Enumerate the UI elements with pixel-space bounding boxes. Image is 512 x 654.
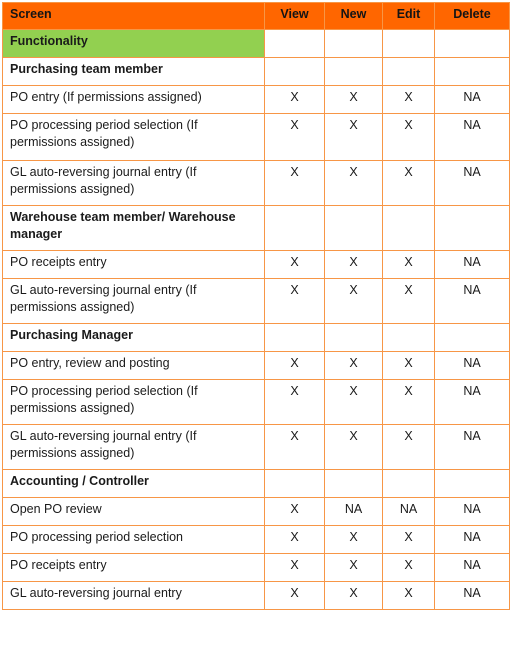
section-label: Warehouse team member/ Warehouse manager — [3, 206, 265, 251]
delete-cell: NA — [435, 352, 510, 380]
empty-cell — [383, 58, 435, 86]
section-row — [3, 206, 510, 251]
delete-cell: NA — [435, 86, 510, 114]
new-cell: X — [325, 554, 383, 582]
view-cell: X — [265, 279, 325, 324]
table-row — [3, 251, 510, 279]
empty-cell — [435, 58, 510, 86]
delete-cell: NA — [435, 498, 510, 526]
delete-cell: NA — [435, 279, 510, 324]
screen-cell: PO receipts entry — [3, 554, 265, 582]
edit-cell: X — [383, 526, 435, 554]
screen-cell: PO receipts entry — [3, 251, 265, 279]
delete-cell: NA — [435, 251, 510, 279]
empty-cell — [265, 206, 325, 251]
new-cell: X — [325, 526, 383, 554]
column-header-new: New — [325, 3, 383, 30]
section-row — [3, 324, 510, 352]
delete-cell: NA — [435, 582, 510, 610]
table-row — [3, 498, 510, 526]
edit-cell: X — [383, 86, 435, 114]
screen-cell: GL auto-reversing journal entry — [3, 582, 265, 610]
empty-cell — [435, 206, 510, 251]
delete-cell: NA — [435, 380, 510, 425]
header-row — [3, 3, 510, 30]
column-header-delete: Delete — [435, 3, 510, 30]
empty-cell — [383, 30, 435, 58]
new-cell: X — [325, 86, 383, 114]
empty-cell — [325, 206, 383, 251]
screen-cell: GL auto-reversing journal entry (If permissions assigned) — [3, 279, 265, 324]
table-row — [3, 114, 510, 161]
delete-cell: NA — [435, 526, 510, 554]
screen-cell: PO processing period selection (If permissions assigned) — [3, 114, 265, 161]
view-cell: X — [265, 114, 325, 161]
new-cell: X — [325, 352, 383, 380]
new-cell: NA — [325, 498, 383, 526]
table-row — [3, 554, 510, 582]
empty-cell — [383, 206, 435, 251]
empty-cell — [325, 470, 383, 498]
edit-cell: X — [383, 251, 435, 279]
section-row — [3, 470, 510, 498]
section-label: Purchasing Manager — [3, 324, 265, 352]
delete-cell: NA — [435, 554, 510, 582]
section-row — [3, 58, 510, 86]
empty-cell — [265, 470, 325, 498]
edit-cell: X — [383, 114, 435, 161]
empty-cell — [265, 324, 325, 352]
table-row — [3, 161, 510, 206]
new-cell: X — [325, 425, 383, 470]
empty-cell — [435, 30, 510, 58]
screen-cell: PO entry (If permissions assigned) — [3, 86, 265, 114]
table-row — [3, 380, 510, 425]
column-header-edit: Edit — [383, 3, 435, 30]
empty-cell — [325, 58, 383, 86]
new-cell: X — [325, 114, 383, 161]
view-cell: X — [265, 352, 325, 380]
screen-cell: PO processing period selection — [3, 526, 265, 554]
view-cell: X — [265, 425, 325, 470]
view-cell: X — [265, 86, 325, 114]
new-cell: X — [325, 380, 383, 425]
view-cell: X — [265, 161, 325, 206]
new-cell: X — [325, 161, 383, 206]
delete-cell: NA — [435, 425, 510, 470]
view-cell: X — [265, 380, 325, 425]
table-row — [3, 526, 510, 554]
table-row — [3, 425, 510, 470]
table-row — [3, 352, 510, 380]
column-header-screen: Screen — [3, 3, 265, 30]
view-cell: X — [265, 251, 325, 279]
new-cell: X — [325, 582, 383, 610]
edit-cell: X — [383, 554, 435, 582]
screen-cell: PO processing period selection (If permissions assigned) — [3, 380, 265, 425]
edit-cell: X — [383, 161, 435, 206]
section-label: Accounting / Controller — [3, 470, 265, 498]
edit-cell: X — [383, 279, 435, 324]
empty-cell — [265, 58, 325, 86]
column-header-view: View — [265, 3, 325, 30]
empty-cell — [383, 470, 435, 498]
permissions-table — [2, 2, 510, 610]
view-cell: X — [265, 498, 325, 526]
edit-cell: X — [383, 425, 435, 470]
empty-cell — [325, 324, 383, 352]
screen-cell: Open PO review — [3, 498, 265, 526]
empty-cell — [435, 470, 510, 498]
delete-cell: NA — [435, 114, 510, 161]
screen-cell: GL auto-reversing journal entry (If permissions assigned) — [3, 425, 265, 470]
edit-cell: X — [383, 352, 435, 380]
table-row — [3, 279, 510, 324]
edit-cell: NA — [383, 498, 435, 526]
delete-cell: NA — [435, 161, 510, 206]
view-cell: X — [265, 526, 325, 554]
empty-cell — [265, 30, 325, 58]
screen-cell: GL auto-reversing journal entry (If permissions assigned) — [3, 161, 265, 206]
edit-cell: X — [383, 582, 435, 610]
view-cell: X — [265, 582, 325, 610]
empty-cell — [383, 324, 435, 352]
empty-cell — [435, 324, 510, 352]
section-label: Purchasing team member — [3, 58, 265, 86]
empty-cell — [325, 30, 383, 58]
functionality-row — [3, 30, 510, 58]
functionality-label: Functionality — [3, 30, 265, 58]
table-row — [3, 86, 510, 114]
screen-cell: PO entry, review and posting — [3, 352, 265, 380]
table-row — [3, 582, 510, 610]
edit-cell: X — [383, 380, 435, 425]
view-cell: X — [265, 554, 325, 582]
new-cell: X — [325, 251, 383, 279]
new-cell: X — [325, 279, 383, 324]
